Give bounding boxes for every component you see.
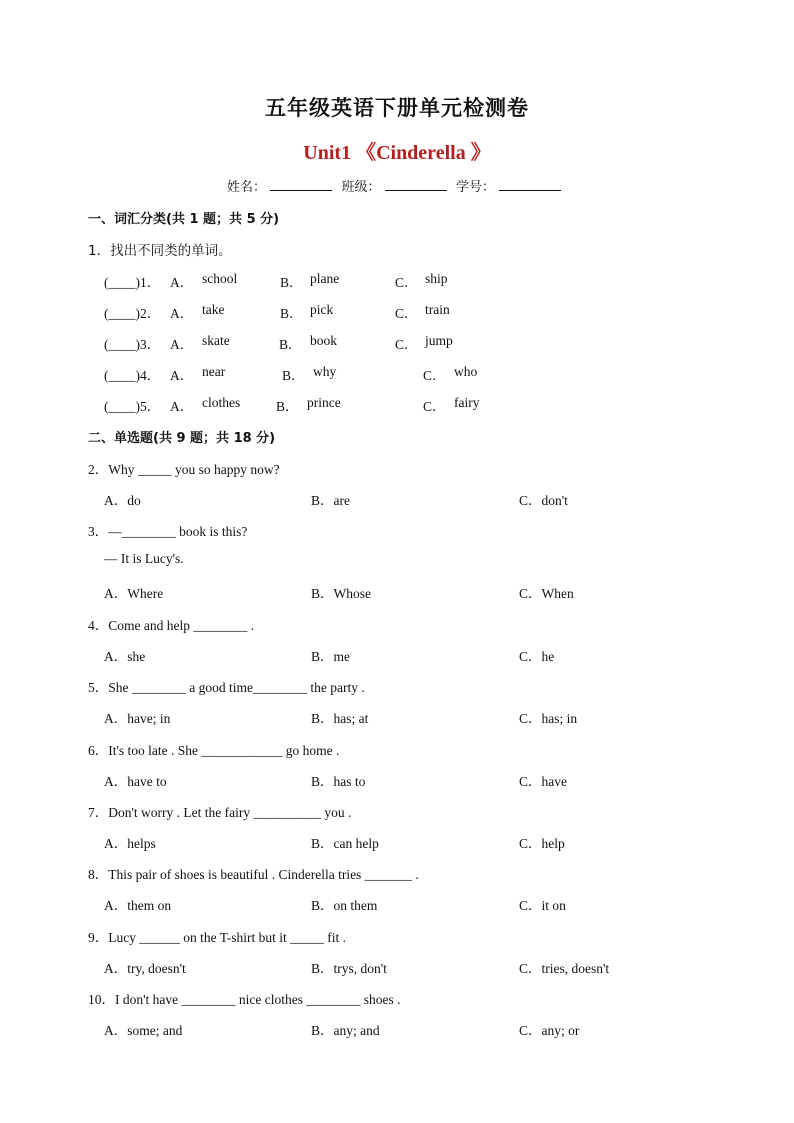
vocab-item-number: (____)4． — [104, 368, 161, 383]
option-a[interactable]: A．have; in — [104, 711, 171, 726]
page-title: 五年级英语下册单元检测卷 — [265, 96, 529, 120]
vocab-item-number: (____)3． — [104, 337, 161, 352]
vocab-option-c: who — [454, 364, 478, 379]
question-stem: 10．I don't have ________ nice clothes ________ shoes . — [88, 992, 401, 1007]
section1-heading: 一、词汇分类(共 1 题；共 5 分) — [88, 212, 280, 227]
question-stem: 8．This pair of shoes is beautiful . Cinderella tries _______ . — [88, 867, 419, 882]
question-stem: 5．She ________ a good time________ the party . — [88, 680, 365, 695]
vocab-option-b-label: B． — [280, 306, 303, 321]
option-a[interactable]: A．do — [104, 493, 141, 508]
section2-heading: 二、单选题(共 9 题；共 18 分) — [88, 431, 276, 446]
vocab-option-a-label: A． — [170, 399, 194, 414]
question-stem-line2: — It is Lucy's. — [104, 551, 184, 566]
vocab-option-a-label: A． — [170, 275, 194, 290]
option-b[interactable]: B．are — [311, 493, 350, 508]
option-b[interactable]: B．has; at — [311, 711, 369, 726]
vocab-option-b-label: B． — [282, 368, 305, 383]
option-c[interactable]: C．have — [519, 774, 567, 789]
option-a[interactable]: A．try, doesn't — [104, 961, 186, 976]
option-b[interactable]: B．on them — [311, 898, 378, 913]
option-c[interactable]: C．has; in — [519, 711, 578, 726]
page-subtitle: Unit1 《Cinderella 》 — [303, 142, 491, 164]
option-a[interactable]: A．have to — [104, 774, 167, 789]
vocab-option-c-label: C． — [395, 337, 418, 352]
option-c[interactable]: C．any; or — [519, 1023, 580, 1038]
vocab-option-a: skate — [202, 333, 230, 348]
option-c[interactable]: C．don't — [519, 493, 568, 508]
option-b[interactable]: B．any; and — [311, 1023, 380, 1038]
vocab-option-b: prince — [307, 395, 341, 410]
option-c[interactable]: C．he — [519, 649, 555, 664]
vocab-item-number: (____)5． — [104, 399, 161, 414]
vocab-option-c-label: C． — [423, 368, 446, 383]
question-stem: 4．Come and help ________ . — [88, 618, 255, 633]
option-a[interactable]: A．Where — [104, 586, 164, 601]
section1-question: 1．找出不同类的单词。 — [88, 243, 232, 259]
option-c[interactable]: C．it on — [519, 898, 566, 913]
option-b[interactable]: B．trys, don't — [311, 961, 387, 976]
option-c[interactable]: C．tries, doesn't — [519, 961, 610, 976]
vocab-option-b: why — [313, 364, 337, 379]
vocab-option-a-label: A． — [170, 337, 194, 352]
question-stem: 6．It's too late . She ____________ go home . — [88, 743, 340, 758]
question-stem: 2．Why _____ you so happy now? — [88, 462, 280, 477]
question-stem: 9．Lucy ______ on the T-shirt but it _____ fit . — [88, 930, 346, 945]
option-a[interactable]: A．some; and — [104, 1023, 183, 1038]
option-a[interactable]: A．helps — [104, 836, 156, 851]
vocab-option-c-label: C． — [395, 306, 418, 321]
vocab-option-a: school — [202, 271, 238, 286]
vocab-item-number: (____)2． — [104, 306, 161, 321]
class-label: 班级： — [341, 180, 381, 195]
vocab-option-b-label: B． — [280, 275, 303, 290]
vocab-item-number: (____)1． — [104, 275, 161, 290]
vocab-option-a-label: A． — [170, 368, 194, 383]
vocab-option-b-label: B． — [276, 399, 299, 414]
class-blank[interactable] — [385, 178, 447, 191]
vocab-option-b-label: B． — [279, 337, 302, 352]
vocab-option-c: train — [425, 302, 450, 317]
vocab-option-c: fairy — [454, 395, 480, 410]
vocab-option-c: ship — [425, 271, 448, 286]
vocab-option-c: jump — [425, 333, 453, 348]
question-stem: 3．—________ book is this? — [88, 524, 248, 539]
vocab-option-b: pick — [310, 302, 334, 317]
question-stem: 7．Don't worry . Let the fairy __________ you . — [88, 805, 352, 820]
option-b[interactable]: B．me — [311, 649, 350, 664]
name-blank[interactable] — [270, 178, 332, 191]
vocab-option-a-label: A． — [170, 306, 194, 321]
option-c[interactable]: C．help — [519, 836, 565, 851]
option-c[interactable]: C．When — [519, 586, 574, 601]
vocab-option-b: book — [310, 333, 337, 348]
vocab-option-a: clothes — [202, 395, 241, 410]
id-label: 学号： — [456, 180, 496, 195]
vocab-option-a: take — [202, 302, 225, 317]
option-b[interactable]: B．Whose — [311, 586, 371, 601]
option-b[interactable]: B．has to — [311, 774, 366, 789]
vocab-option-b: plane — [310, 271, 340, 286]
vocab-option-a: near — [202, 364, 226, 379]
option-b[interactable]: B．can help — [311, 836, 379, 851]
option-a[interactable]: A．them on — [104, 898, 172, 913]
vocab-option-c-label: C． — [423, 399, 446, 414]
student-info-row — [0, 176, 794, 196]
vocab-option-c-label: C． — [395, 275, 418, 290]
name-label: 姓名： — [226, 180, 266, 195]
option-a[interactable]: A．she — [104, 649, 146, 664]
id-blank[interactable] — [499, 178, 561, 191]
